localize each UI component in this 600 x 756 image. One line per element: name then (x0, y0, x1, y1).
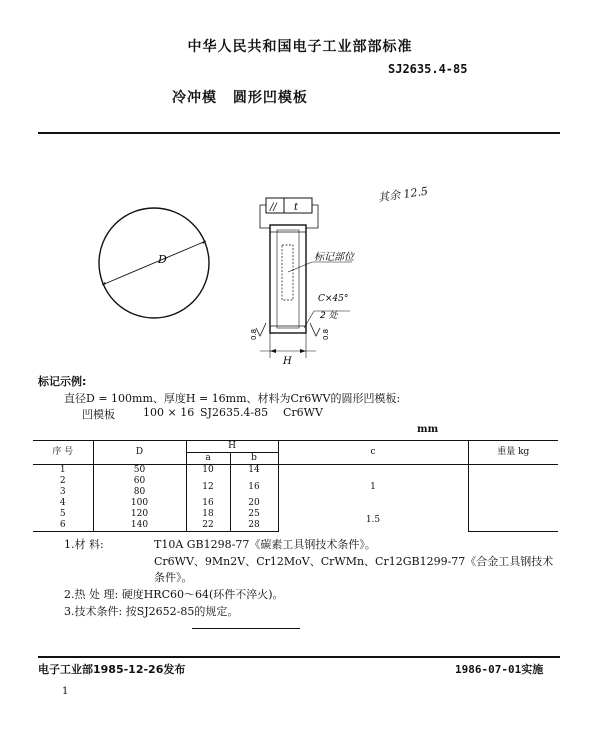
cell-weight (468, 465, 558, 477)
tolerance-value: t (294, 202, 299, 213)
header-c: c (278, 441, 468, 465)
cell-d: 100 (93, 498, 186, 509)
plan-view (99, 208, 209, 318)
marking-example-standard: SJ2635.4-85 (200, 406, 269, 419)
cell-seq: 6 (33, 520, 93, 532)
cell-weight (468, 476, 558, 487)
diameter-label: D (158, 253, 167, 266)
issue-date: 电子工业部1985-12-26发布 (38, 663, 186, 676)
page-number: 1 (62, 686, 69, 697)
left-roughness: 0.8 (250, 328, 258, 340)
marking-example-description: 直径D = 100mm、厚度H = 16mm、材料为Cr6WV的圆形凹模板: (64, 392, 401, 405)
note-heat-treatment: 2.热 处 理: 硬度HRC60～64(环件不淬火)。 (64, 588, 284, 601)
cell-weight (468, 520, 558, 532)
cell-a: 10 (186, 465, 230, 477)
marking-example-name: 凹模板 (82, 408, 115, 421)
chamfer-label: C×45° (318, 294, 349, 304)
parallelism-symbol: // (270, 202, 277, 213)
cell-d: 140 (93, 520, 186, 532)
right-roughness: 0.8 (322, 328, 330, 340)
note-material-label: 1.材 料: (64, 538, 104, 551)
roughness-note: 其余 12.5 (377, 184, 429, 205)
cell-seq: 4 (59, 498, 66, 508)
cell-b: 28 (230, 520, 278, 532)
cell-weight (468, 498, 558, 509)
issuing-body-title: 中华人民共和国电子工业部部标准 (187, 39, 413, 55)
cell-a: 16 (186, 498, 230, 509)
section-view (256, 198, 352, 358)
cell-c: 1.5 (278, 509, 468, 532)
technical-drawing (60, 180, 420, 370)
cell-b: 25 (230, 509, 278, 520)
note-technical-conditions: 3.技术条件: 按SJ2652-85的规定。 (64, 605, 239, 618)
cell-d: 80 (93, 487, 186, 498)
cell-b: 20 (230, 498, 278, 509)
cell-b: 14 (230, 465, 278, 477)
cell-d: 60 (93, 476, 186, 487)
cell-weight (468, 509, 558, 520)
header-b: b (230, 453, 278, 465)
chamfer-count: 2 处 (320, 311, 338, 321)
header-d: D (93, 441, 186, 465)
thickness-label: H (283, 356, 292, 367)
effective-date: 1986-07-01实施 (455, 663, 544, 676)
cell-a: 18 (186, 509, 230, 520)
header-divider (38, 132, 560, 134)
header-h: H (186, 441, 278, 453)
table-row (33, 465, 558, 477)
table-unit: mm (417, 424, 439, 435)
cell-weight (468, 487, 558, 498)
cell-b: 16 (230, 476, 278, 498)
cell-seq: 1 (59, 465, 66, 475)
header-a: a (186, 453, 230, 465)
marking-example-size: 100 × 16 (143, 406, 195, 419)
marking-position-label: 标记部位 (314, 252, 354, 263)
note-material-line2: Cr6WV、9Mn2V、Cr12MoV、CrWMn、Cr12GB1299-77《合金工具钢技术 (154, 555, 554, 568)
marking-example-material: Cr6WV (283, 406, 323, 419)
header-weight: 重量 kg (468, 441, 558, 465)
standard-number: SJ2635.4-85 (388, 62, 468, 76)
dimension-table (33, 440, 558, 532)
note-material-line1: T10A GB1298-77《碳素工具钢技术条件》。 (154, 538, 376, 551)
marking-example-title: 标记示例: (38, 375, 87, 388)
cell-d: 120 (93, 509, 186, 520)
cell-a: 22 (186, 520, 230, 532)
cell-c: 1 (278, 465, 468, 510)
cell-seq: 3 (59, 487, 66, 497)
table-row (33, 509, 558, 520)
cell-d: 50 (93, 465, 186, 477)
header-seq: 序 号 (33, 441, 93, 465)
document-title: 冷冲模 圆形凹模板 (172, 90, 308, 106)
note-material-line3: 条件》。 (154, 571, 193, 584)
cell-seq: 2 (59, 476, 66, 486)
cell-seq: 5 (59, 509, 66, 519)
notes-end-rule (192, 628, 300, 629)
footer-divider (38, 656, 560, 658)
cell-a: 12 (186, 476, 230, 498)
